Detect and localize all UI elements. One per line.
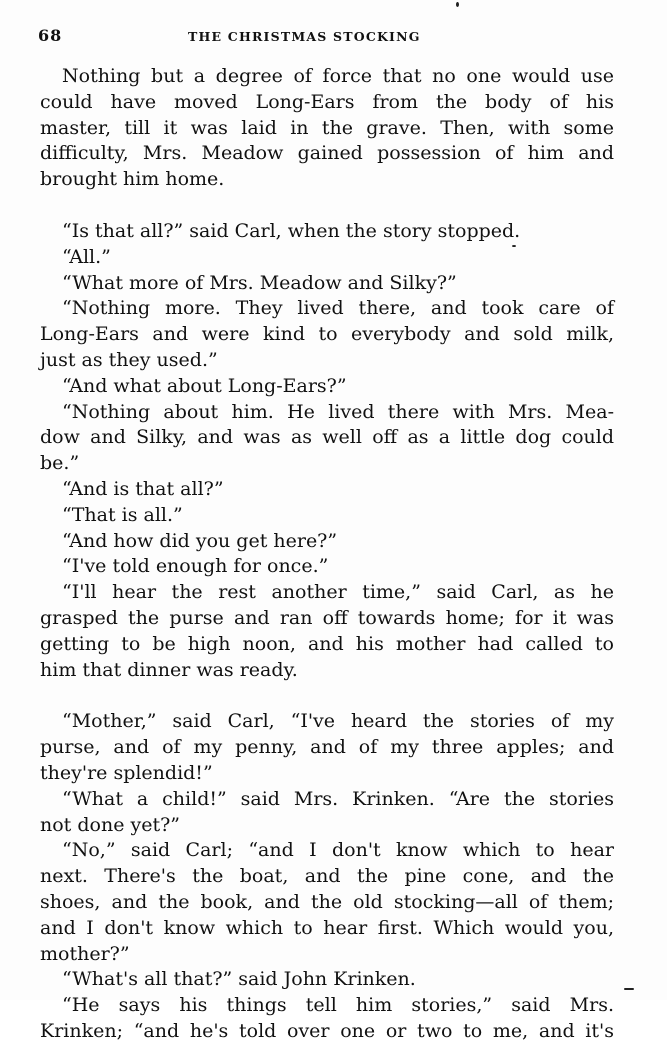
text-line: “That is all.” — [62, 503, 183, 526]
text-line: “I've told enough for once.” — [62, 555, 329, 578]
paragraph — [40, 296, 614, 373]
paragraph — [40, 709, 614, 786]
paragraph — [40, 64, 614, 193]
paragraph — [40, 529, 614, 555]
text-line: be.” — [40, 452, 80, 475]
text-line: “No,” said Carl; “and I don't know which to hear — [62, 839, 614, 862]
paragraph — [40, 787, 614, 839]
paragraph — [40, 400, 614, 477]
text-line: “What a child!” said Mrs. Krinken. “Are the stories — [62, 787, 614, 810]
paragraph — [40, 245, 614, 271]
page-number: 68 — [38, 26, 63, 45]
text-line: “All.” — [62, 245, 111, 268]
text-line: “Mother,” said Carl, “I've heard the stories of my — [62, 710, 614, 733]
paragraph — [40, 838, 614, 967]
running-head: THE CHRISTMAS STOCKING — [188, 29, 421, 44]
ink-speck — [624, 988, 634, 990]
text-line: getting to be high noon, and his mother had called to — [40, 632, 614, 655]
ink-speck — [512, 245, 516, 247]
section-break — [40, 193, 614, 219]
text-line: him that dinner was ready. — [40, 658, 298, 681]
text-line: Nothing but a degree of force that no one would use — [62, 65, 614, 87]
text-line: and I don't know which to hear first. Which would you, — [40, 916, 614, 939]
section-break — [40, 683, 614, 709]
text-line: they're splendid!” — [40, 761, 213, 784]
page-header — [38, 26, 618, 48]
text-line: “He says his things tell him stories,” said Mrs. — [62, 994, 614, 1017]
text-line: next. There's the boat, and the pine cone, and the — [40, 865, 614, 888]
text-line: brought him home. — [40, 168, 225, 191]
paragraph — [40, 993, 614, 1045]
text-line: grasped the purse and ran off towards home; for it was — [40, 606, 614, 629]
text-line: “What more of Mrs. Meadow and Silky?” — [62, 271, 457, 294]
text-line: “And how did you get here?” — [62, 529, 338, 552]
ink-speck — [456, 2, 459, 7]
text-line: “And is that all?” — [62, 477, 224, 500]
text-line: mother?” — [40, 942, 130, 965]
text-line: shoes, and the book, and the old stocking—all of them; — [40, 890, 614, 913]
paragraph — [40, 477, 614, 503]
text-line: “Is that all?” said Carl, when the story stopped. — [62, 219, 521, 242]
text-line: dow and Silky, and was as well off as a little dog could — [40, 426, 614, 449]
paragraph — [40, 271, 614, 297]
text-line: master, till it was laid in the grave. Then, with some — [40, 116, 614, 139]
text-line: “Nothing more. They lived there, and took care of — [62, 297, 614, 320]
paragraph — [40, 503, 614, 529]
paragraph — [40, 580, 614, 683]
text-line: could have moved Long-Ears from the body of his — [40, 90, 614, 113]
text-line: just as they used.” — [40, 348, 218, 371]
text-line: purse, and of my penny, and of my three apples; and — [40, 736, 614, 759]
paragraph — [40, 219, 614, 245]
text-line: “What's all that?” said John Krinken. — [62, 968, 416, 991]
paragraph — [40, 967, 614, 993]
text-line: Long-Ears and were kind to everybody and sold milk, — [40, 323, 614, 346]
text-line: “Nothing about him. He lived there with Mrs. Mea- — [62, 400, 614, 423]
body-text — [40, 64, 614, 1045]
paragraph — [40, 374, 614, 400]
text-line: “I'll hear the rest another time,” said Carl, as he — [62, 581, 614, 604]
text-line: difficulty, Mrs. Meadow gained possession of him and — [40, 142, 614, 165]
text-line: Krinken; “and he's told over one or two to me, and it's — [40, 1019, 614, 1042]
text-line: not done yet?” — [40, 813, 180, 836]
text-line: “And what about Long-Ears?” — [62, 374, 347, 397]
paragraph — [40, 554, 614, 580]
